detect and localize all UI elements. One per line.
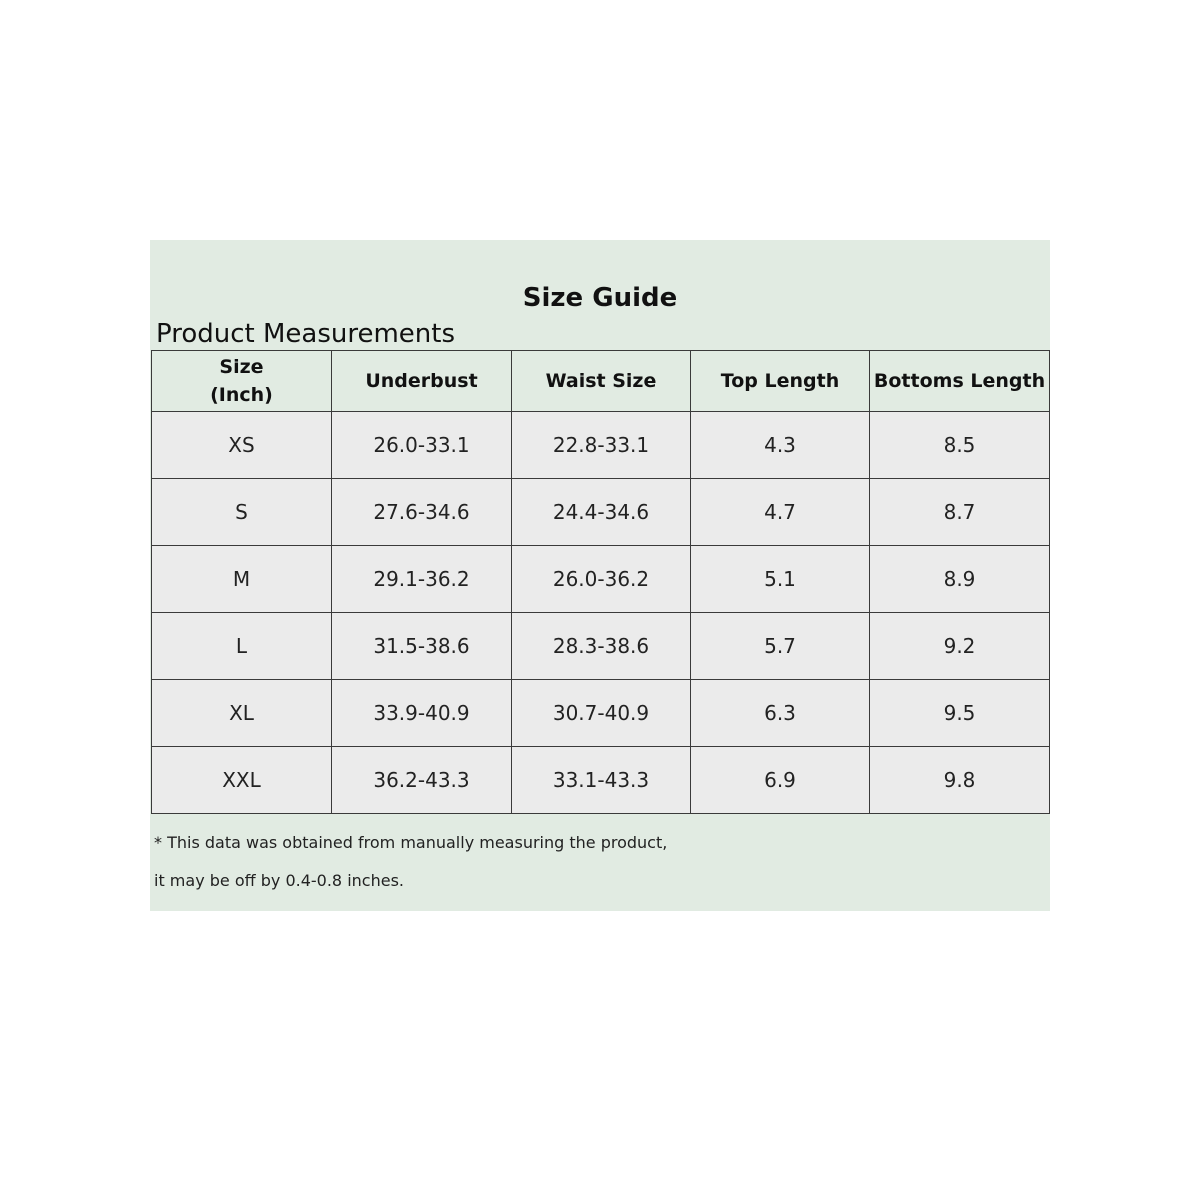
cell-bottoms-length: 8.7 [870, 479, 1050, 546]
cell-top-length: 6.9 [691, 747, 870, 814]
cell-underbust: 36.2-43.3 [332, 747, 512, 814]
cell-size: XS [152, 412, 332, 479]
cell-waist-size: 30.7-40.9 [512, 680, 691, 747]
cell-underbust: 31.5-38.6 [332, 613, 512, 680]
header-waist-size: Waist Size [512, 351, 691, 412]
table-row [152, 412, 1050, 479]
cell-size: L [152, 613, 332, 680]
cell-bottoms-length: 8.5 [870, 412, 1050, 479]
table-header-row [152, 351, 1050, 412]
header-bottoms-length: Bottoms Length [870, 351, 1050, 412]
header-size-line-1: Size [219, 356, 264, 378]
product-measurements-subtitle: Product Measurements [156, 319, 456, 349]
cell-size: S [152, 479, 332, 546]
cell-underbust: 26.0-33.1 [332, 412, 512, 479]
cell-size: XXL [152, 747, 332, 814]
header-size-line-2: (Inch) [210, 384, 273, 406]
size-table [151, 350, 1050, 814]
size-guide-panel [150, 240, 1050, 911]
measurement-note-line-2: it may be off by 0.4-0.8 inches. [154, 871, 404, 890]
cell-waist-size: 33.1-43.3 [512, 747, 691, 814]
cell-waist-size: 22.8-33.1 [512, 412, 691, 479]
cell-size: XL [152, 680, 332, 747]
cell-size: M [152, 546, 332, 613]
cell-waist-size: 24.4-34.6 [512, 479, 691, 546]
cell-bottoms-length: 9.2 [870, 613, 1050, 680]
cell-top-length: 5.7 [691, 613, 870, 680]
measurement-note-line-1: * This data was obtained from manually measuring the product, [154, 833, 668, 852]
header-size [152, 351, 332, 412]
cell-waist-size: 26.0-36.2 [512, 546, 691, 613]
cell-underbust: 27.6-34.6 [332, 479, 512, 546]
cell-underbust: 33.9-40.9 [332, 680, 512, 747]
header-top-length: Top Length [691, 351, 870, 412]
cell-top-length: 4.7 [691, 479, 870, 546]
cell-underbust: 29.1-36.2 [332, 546, 512, 613]
cell-top-length: 4.3 [691, 412, 870, 479]
size-guide-title: Size Guide [522, 283, 678, 313]
table-row [152, 479, 1050, 546]
cell-bottoms-length: 9.5 [870, 680, 1050, 747]
cell-bottoms-length: 8.9 [870, 546, 1050, 613]
cell-top-length: 5.1 [691, 546, 870, 613]
cell-bottoms-length: 9.8 [870, 747, 1050, 814]
cell-top-length: 6.3 [691, 680, 870, 747]
table-row [152, 546, 1050, 613]
table-row [152, 613, 1050, 680]
cell-waist-size: 28.3-38.6 [512, 613, 691, 680]
table-row [152, 747, 1050, 814]
header-underbust: Underbust [332, 351, 512, 412]
table-row [152, 680, 1050, 747]
